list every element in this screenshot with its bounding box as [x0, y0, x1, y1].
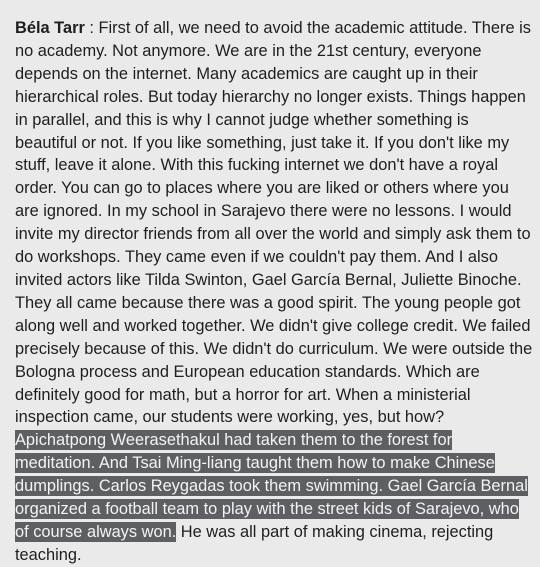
speaker-name: Béla Tarr [15, 19, 85, 37]
selected-text-highlight[interactable]: Apichatpong Weerasethakul had taken them to the forest for meditation. And Tsai Ming-liang taught them how to make Chinese dumplings. Carlos Reygadas took them swimming. Gael García Bernal organized a football team to play with the street kids of Sarajevo, who of course always won. [15, 431, 528, 541]
answer-text: First of all, we need to avoid the academic attitude. There is no academy. Not anymore. We are in the 21st century, everyone depends on the internet. Many academics are caught up in their hierarchical roles. But today hierarchy no longer exists. Things happen in parallel, and this is why I cannot judge whether something is beautiful or not. If you like something, just take it. If you don't like my stuff, leave it alone. With this fucking internet we don't have a royal order. You can go to places where you are liked or others where you are ignored. In my school in Sarajevo there were no lessons. I would invite my director friends from all over the world and simply ask them to do workshops. They came even if we couldn't pay them. And I also invited actors like Tilda Swinton, Gael García Bernal, Juliette Binoche. They all came because there was a good spirit. The young people got along well and worked together. We didn't give college credit. We failed precisely because of this. We didn't do curriculum. We were outside the Bologna process and European education standards. Which are definitely good for math, but a horror for art. When a ministerial inspection came, our students were working, yes, but how? [15, 19, 533, 427]
interview-paragraph [15, 17, 533, 567]
speaker-separator: : [84, 19, 99, 37]
answer-text-end: He was all part of making cinema, rejecting teaching. [15, 522, 494, 564]
